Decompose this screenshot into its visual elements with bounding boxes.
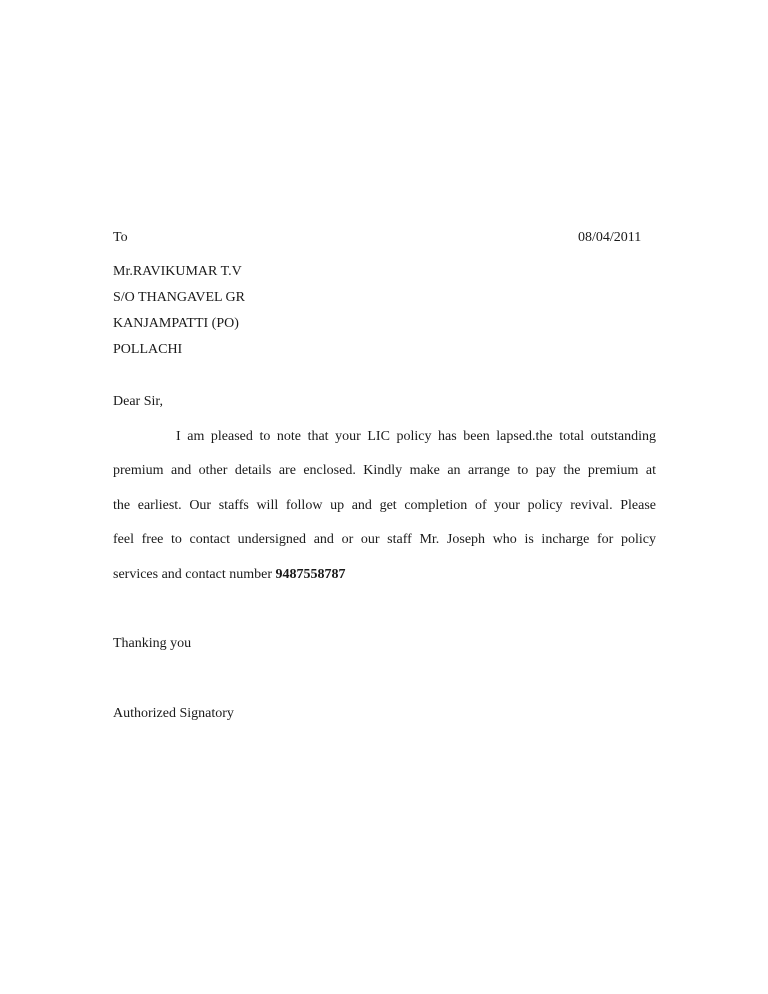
body-line: premium and other details are enclosed. Kindly make an arrange to pay the premium at (113, 463, 656, 478)
body-line: feel free to contact undersigned and or our staff Mr. Joseph who is incharge for policy (113, 532, 656, 547)
contact-number: 9487558787 (275, 567, 346, 582)
letter-date: 08/04/2011 (578, 230, 642, 245)
recipient-locality: KANJAMPATTI (PO) (113, 316, 239, 331)
signatory: Authorized Signatory (113, 706, 234, 721)
body-line: the earliest. Our staffs will follow up and get completion of your policy revival. Please (113, 498, 656, 513)
to-label: To (113, 230, 128, 245)
body-line-text: services and contact number (113, 567, 272, 582)
recipient-town: POLLACHI (113, 342, 183, 357)
recipient-name: Mr.RAVIKUMAR T.V (113, 264, 242, 279)
recipient-relation: S/O THANGAVEL GR (113, 290, 245, 305)
body-line-last (113, 566, 656, 584)
closing: Thanking you (113, 636, 192, 651)
body-line: I am pleased to note that your LIC policy has been lapsed.the total outstanding (176, 429, 656, 444)
salutation: Dear Sir, (113, 394, 163, 409)
